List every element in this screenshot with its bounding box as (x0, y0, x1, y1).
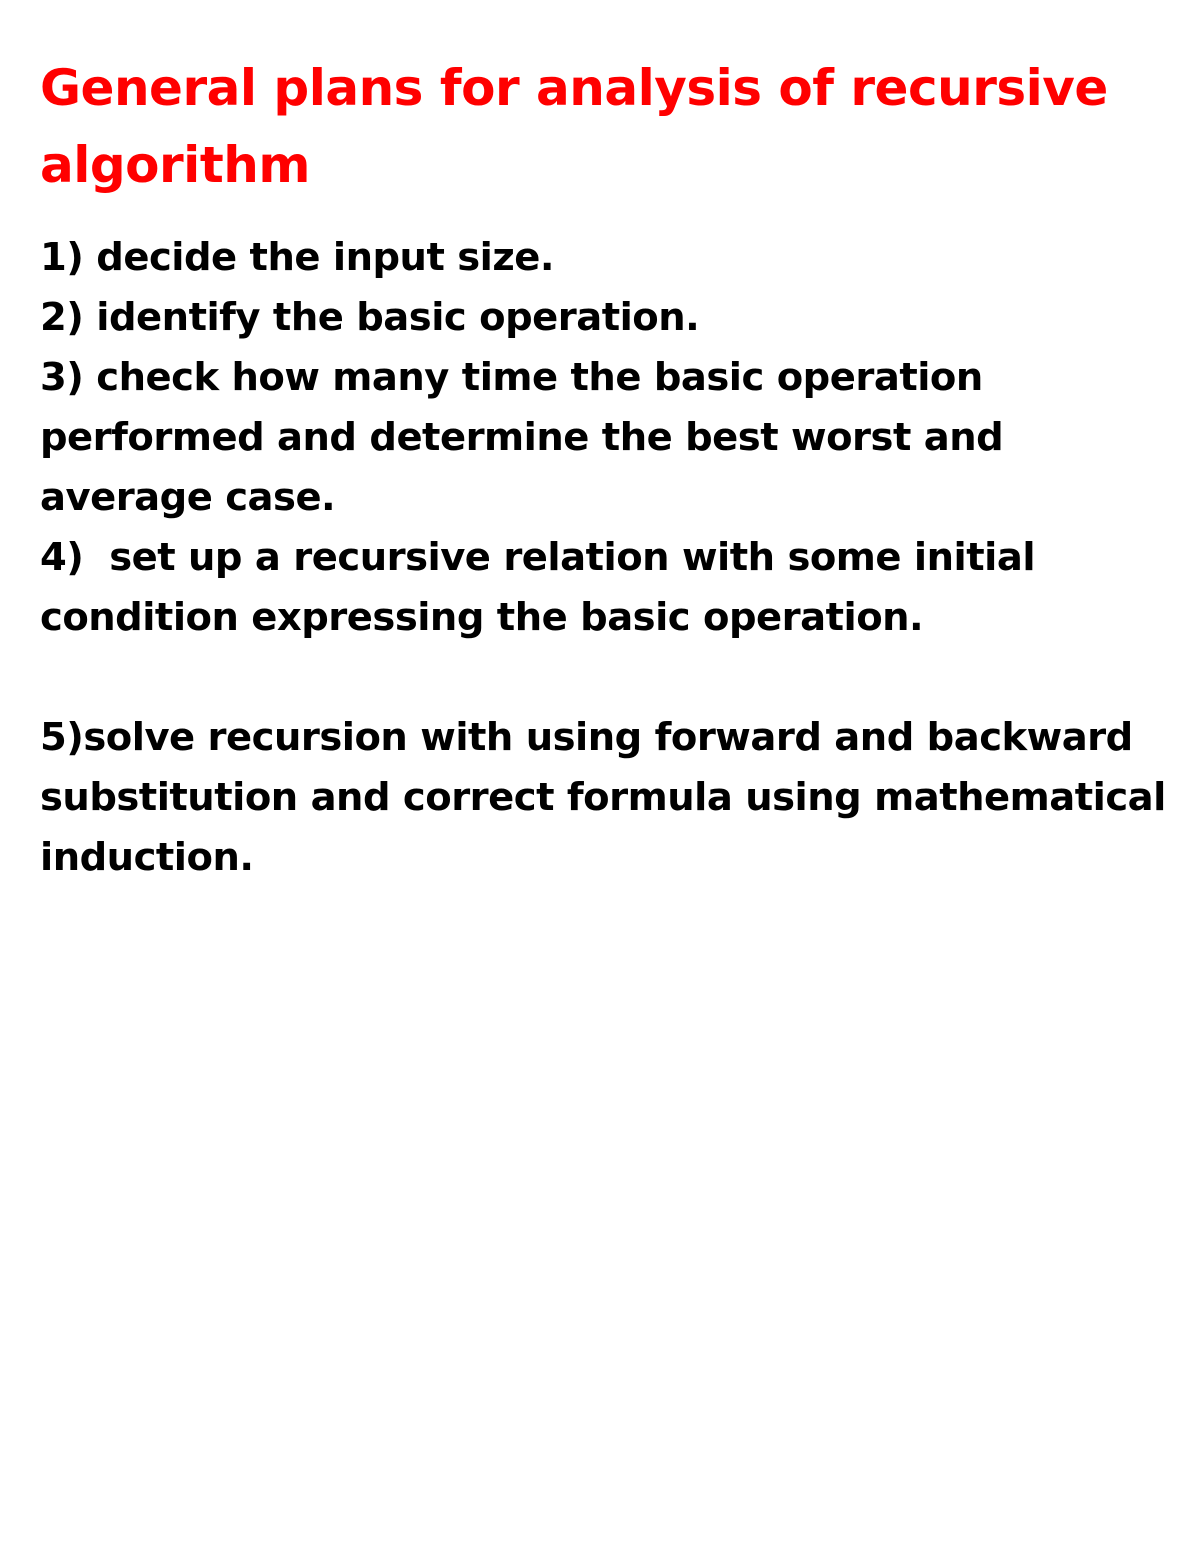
title-line-2: algorithm (40, 136, 310, 194)
step-2: 2) identify the basic operation. (40, 295, 700, 340)
page-title (40, 50, 1160, 204)
step-3-line-3: average case. (40, 475, 336, 520)
step-5-line-3: induction. (40, 835, 254, 880)
step-3-line-1: 3) check how many time the basic operation (40, 355, 983, 400)
step-1: 1) decide the input size. (40, 235, 555, 280)
paragraph-spacer (40, 648, 1170, 708)
title-line-1: General plans for analysis of recursive (40, 59, 1108, 117)
steps-list (40, 228, 1170, 888)
step-3-line-2: performed and determine the best worst and (40, 415, 1004, 460)
step-4-line-2: condition expressing the basic operation. (40, 595, 924, 640)
step-5-line-1: 5)solve recursion with using forward and backward (40, 715, 1133, 760)
step-5-line-2: substitution and correct formula using mathematical (40, 775, 1166, 820)
step-4-line-1: 4) set up a recursive relation with some initial (40, 535, 1036, 580)
